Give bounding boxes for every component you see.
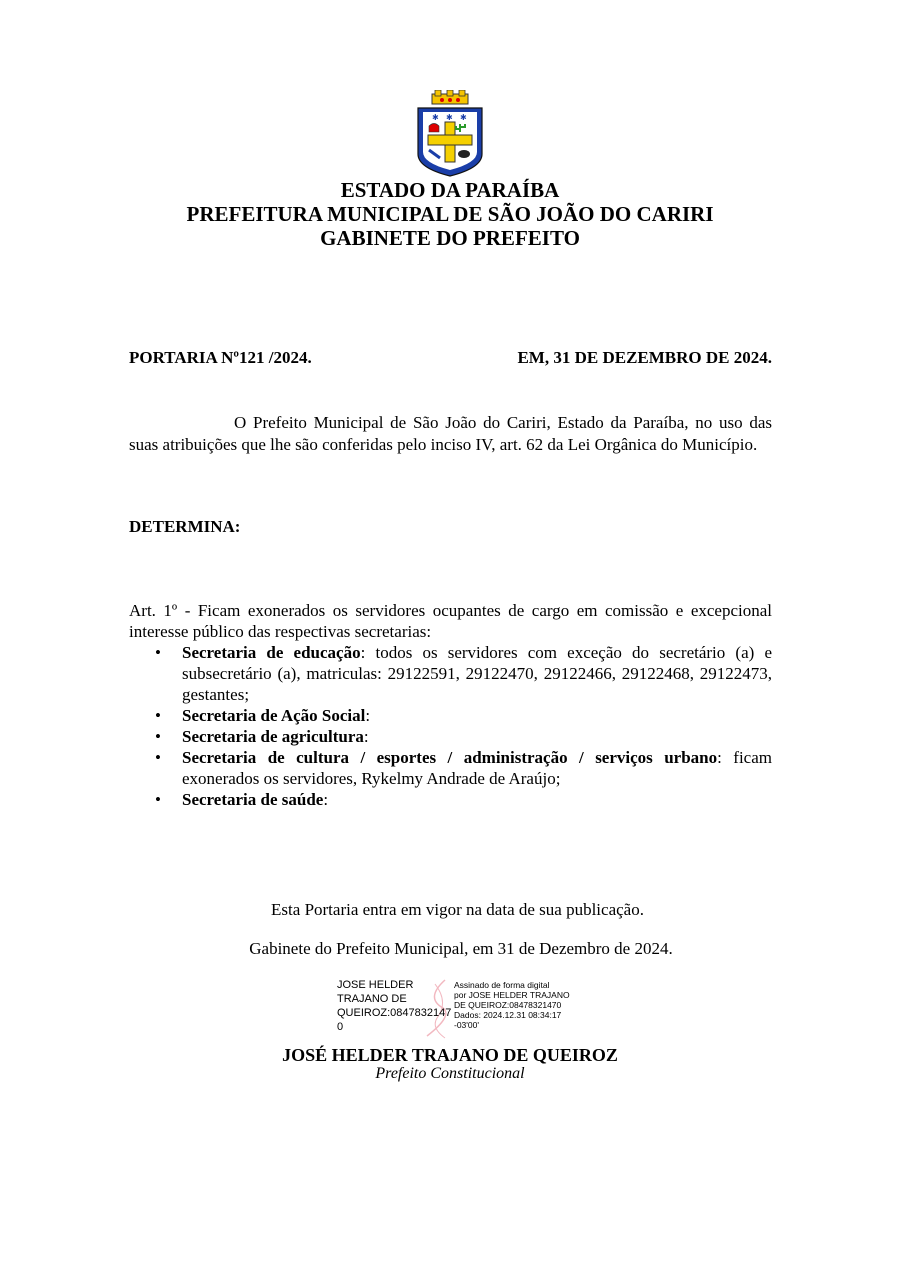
secretariat-name: Secretaria de Ação Social: [182, 706, 366, 725]
signature-detail-line: Dados: 2024.12.31 08:34:17: [454, 1010, 562, 1020]
signature-details: [454, 980, 574, 1030]
signature-detail-line: -03'00': [454, 1020, 479, 1030]
signature-detail-line: por JOSE HELDER TRAJANO: [454, 990, 570, 1000]
determina-heading: DETERMINA:: [129, 517, 241, 536]
certificate-line: TRAJANO DE: [337, 993, 407, 1005]
header-prefecture: PREFEITURA MUNICIPAL DE SÃO JOÃO DO CARIRI: [186, 202, 714, 226]
secretariat-list: [129, 642, 772, 810]
secretariat-detail: :: [363, 727, 369, 746]
svg-text:✱: ✱: [432, 113, 439, 122]
municipal-coat-of-arms-icon: [410, 90, 490, 178]
signature-detail-line: Assinado de forma digital: [454, 980, 550, 990]
portaria-date: EM, 31 DE DEZEMBRO DE 2024.: [517, 348, 772, 367]
secretariat-detail: : todos os servidores com exceção do secretário (a) e subsecretário (a), matriculas: 29122591, 29122470, 29122466, 29122468, 29122473, gestantes;: [182, 643, 772, 704]
portaria-number: PORTARIA Nº121 /2024.: [129, 348, 312, 367]
list-item: • Secretaria de cultura / esportes / administração / serviços urbano: ficam exonerados os servidores, Rykelmy Andrade de Araújo;: [155, 748, 773, 788]
svg-text:✱: ✱: [460, 113, 467, 122]
effective-date-statement: Esta Portaria entra em vigor na data de sua publicação.: [271, 900, 644, 919]
certificate-line: 0: [337, 1021, 344, 1033]
secretariat-name: Secretaria de cultura / esportes / administração / serviços urbano: [182, 748, 718, 767]
list-item: • Secretaria de educação: todos os servidores com exceção do secretário (a) e subsecretário (a), matriculas: 29122591, 29122470, 29122466, 29122468, 29122473, gestantes;: [155, 643, 772, 704]
svg-text:✱: ✱: [446, 113, 453, 122]
certificate-line: JOSE HELDER: [337, 979, 414, 991]
article-1: Art. 1º - Ficam exonerados os servidores ocupantes de cargo em comissão e excepcional interesse público das respectivas secretarias:: [129, 601, 772, 641]
secretariat-name: Secretaria de agricultura: [182, 727, 364, 746]
document-header: [0, 178, 900, 250]
signer-certificate-name: [337, 978, 457, 1034]
secretariat-detail: :: [365, 706, 371, 725]
preamble-text: O Prefeito Municipal de São João do Cariri, Estado da Paraíba, no uso das suas atribuições que lhe são conferidas pelo inciso IV, art. 62 da Lei Orgânica do Município.: [129, 413, 772, 454]
certificate-line: QUEIROZ:0847832147: [337, 1007, 452, 1019]
secretariat-detail: : ficam exonerados os servidores, Rykelmy Andrade de Araújo;: [182, 748, 773, 788]
list-item: • Secretaria de Ação Social:: [155, 706, 371, 725]
secretariat-detail: :: [323, 790, 329, 809]
digital-signature-block: [337, 978, 577, 1040]
list-item: • Secretaria de agricultura:: [155, 727, 369, 746]
list-item: • Secretaria de saúde:: [155, 790, 329, 809]
preamble-paragraph: [129, 412, 772, 456]
portaria-heading: [129, 347, 772, 369]
signer-title: Prefeito Constitucional: [375, 1065, 525, 1082]
signature-detail-line: DE QUEIROZ:08478321470: [454, 1000, 562, 1010]
signer-name: JOSÉ HELDER TRAJANO DE QUEIROZ: [282, 1045, 618, 1065]
place-date-line: Gabinete do Prefeito Municipal, em 31 de Dezembro de 2024.: [249, 939, 673, 958]
secretariat-name: Secretaria de saúde: [182, 790, 324, 809]
header-cabinet: GABINETE DO PREFEITO: [320, 226, 580, 250]
header-state: ESTADO DA PARAÍBA: [340, 178, 560, 202]
secretariat-name: Secretaria de educação: [182, 643, 361, 662]
